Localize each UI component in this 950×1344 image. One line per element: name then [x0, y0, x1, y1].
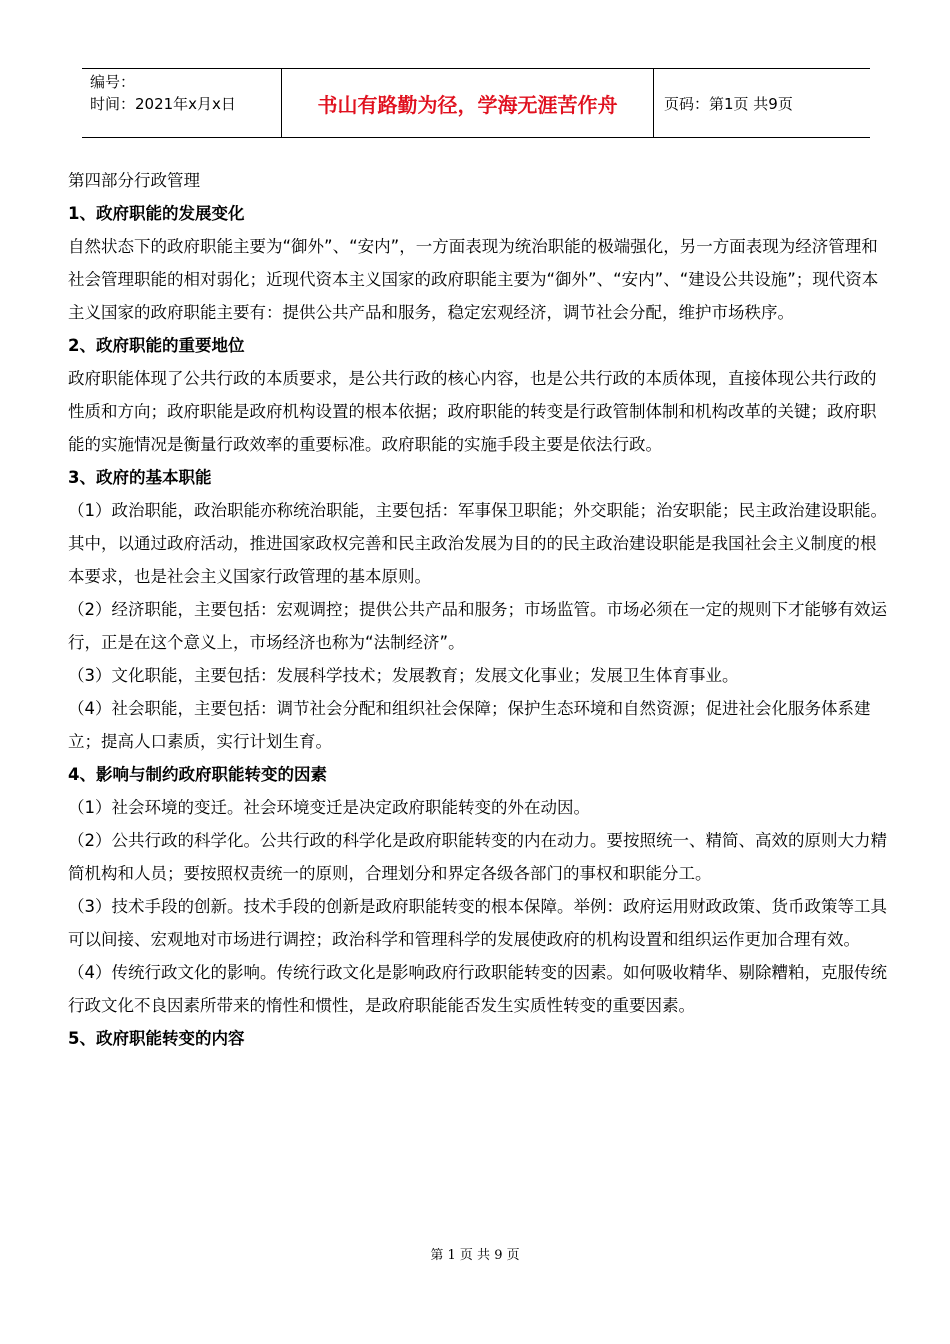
section-heading-3: 3、政府的基本职能 — [68, 468, 212, 487]
paragraph: （2）经济职能，主要包括：宏观调控；提供公共产品和服务；市场监管。市场必须在一定的规则下才能够有效运行，正是在这个意义上，市场经济也称为“法制经济”。 — [68, 600, 887, 652]
document-header — [82, 68, 870, 138]
document-body — [68, 164, 888, 1055]
section-title: 第四部分行政管理 — [68, 171, 200, 190]
header-page-code: 页码：第1页 共9页 — [664, 94, 793, 113]
paragraph: 自然状态下的政府职能主要为“御外”、“安内”，一方面表现为统治职能的极端强化，另一方面表现为经济管理和社会管理职能的相对弱化；近现代资本主义国家的政府职能主要为“御外”、“安内”、“建设公共设施”；现代资本主义国家的政府职能主要有：提供公共产品和服务，稳定宏观经济，调节社会分配，维护市场秩序。 — [68, 237, 879, 322]
header-meta — [82, 69, 282, 137]
paragraph: （2）公共行政的科学化。公共行政的科学化是政府职能转变的内在动力。要按照统一、精简、高效的原则大力精简机构和人员；要按照权责统一的原则，合理划分和界定各级各部门的事权和职能分工。 — [68, 831, 887, 883]
section-heading-1: 1、政府职能的发展变化 — [68, 204, 245, 223]
paragraph: （4）社会职能，主要包括：调节社会分配和组织社会保障；保护生态环境和自然资源；促进社会化服务体系建立；提高人口素质，实行计划生育。 — [68, 699, 871, 751]
page-footer: 第 1 页 共 9 页 — [430, 1248, 520, 1263]
paragraph: （3）文化职能，主要包括：发展科学技术；发展教育；发展文化事业；发展卫生体育事业。 — [68, 666, 739, 685]
doc-number-label: 编号： — [90, 73, 136, 91]
section-heading-4: 4、影响与制约政府职能转变的因素 — [68, 765, 327, 784]
section-heading-5: 5、政府职能转变的内容 — [68, 1029, 245, 1048]
paragraph: 政府职能体现了公共行政的本质要求，是公共行政的核心内容，也是公共行政的本质体现，直接体现公共行政的性质和方向；政府职能是政府机构设置的根本依据；政府职能的转变是行政管制体制和机构改革的关键；政府职能的实施情况是衡量行政效率的重要标准。政府职能的实施手段主要是依法行政。 — [68, 369, 877, 454]
paragraph: （4）传统行政文化的影响。传统行政文化是影响政府行政职能转变的因素。如何吸收精华、剔除糟粕，克服传统行政文化不良因素所带来的惰性和惯性，是政府职能能否发生实质性转变的重要因素。 — [68, 963, 887, 1015]
section-heading-2: 2、政府职能的重要地位 — [68, 336, 245, 355]
header-motto: 书山有路勤为径，学海无涯苦作舟 — [282, 69, 654, 137]
paragraph: （1）政治职能，政治职能亦称统治职能，主要包括：军事保卫职能；外交职能；治安职能；民主政治建设职能。其中，以通过政府活动，推进国家政权完善和民主政治发展为目的的民主政治建设职能是我国社会主义制度的根本要求，也是社会主义国家行政管理的基本原则。 — [68, 501, 887, 586]
paragraph: （1）社会环境的变迁。社会环境变迁是决定政府职能转变的外在动因。 — [68, 798, 590, 817]
doc-time-label: 时间：2021年x月x日 — [90, 95, 236, 113]
paragraph: （3）技术手段的创新。技术手段的创新是政府职能转变的根本保障。举例：政府运用财政政策、货币政策等工具可以间接、宏观地对市场进行调控；政治科学和管理科学的发展使政府的机构设置和组织运作更加合理有效。 — [68, 897, 887, 949]
